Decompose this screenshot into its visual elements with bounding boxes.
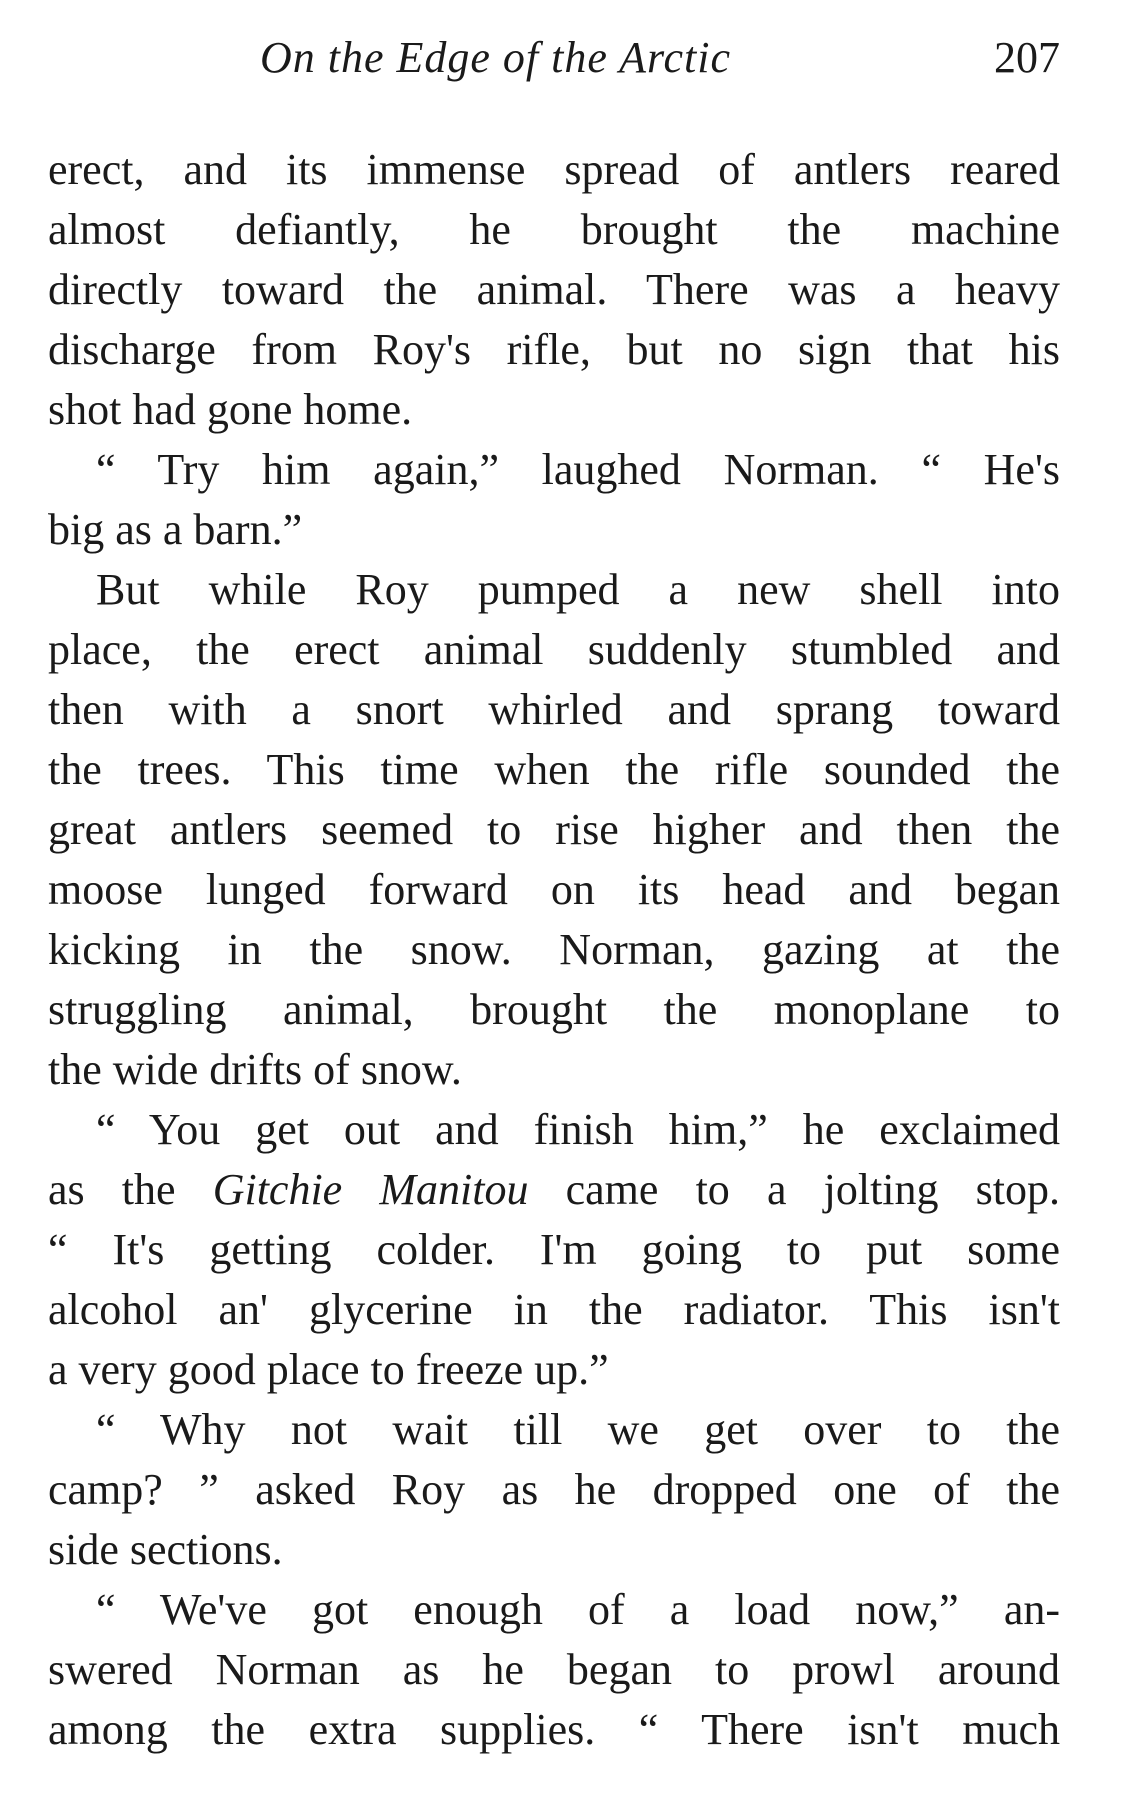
text-line: almost defiantly, he brought the machine — [48, 205, 1060, 254]
text-line: directly toward the animal. There was a heavy — [48, 265, 1060, 314]
text-line-with-italic — [48, 1160, 1060, 1220]
text-line: among the extra supplies. “ There isn't much — [48, 1705, 1060, 1754]
text-line: the wide drifts of snow. — [48, 1045, 462, 1094]
text-line: great antlers seemed to rise higher and then the — [48, 805, 1060, 854]
text-segment: as the — [48, 1165, 213, 1214]
text-line: kicking in the snow. Norman, gazing at the — [48, 925, 1060, 974]
text-line: erect, and its immense spread of antlers reared — [48, 145, 1060, 194]
paragraph-start-line: But while Roy pumped a new shell into — [96, 565, 1060, 614]
text-line: big as a barn.” — [48, 505, 303, 554]
body-text — [48, 140, 1060, 1760]
paragraph-start-line: “ You get out and finish him,” he exclaimed — [96, 1105, 1060, 1154]
text-line: shot had gone home. — [48, 385, 413, 434]
text-line: “ It's getting colder. I'm going to put some — [48, 1225, 1060, 1274]
running-title: On the Edge of the Arctic — [260, 33, 731, 82]
text-line: side sections. — [48, 1525, 283, 1574]
paragraph-start-line: “ We've got enough of a load now,” an- — [96, 1585, 1060, 1634]
text-line: moose lunged forward on its head and began — [48, 865, 1060, 914]
text-line: camp? ” asked Roy as he dropped one of the — [48, 1465, 1060, 1514]
ship-name: Gitchie Manitou — [212, 1165, 529, 1214]
text-line: a very good place to freeze up.” — [48, 1345, 609, 1394]
text-line: discharge from Roy's rifle, but no sign that his — [48, 325, 1060, 374]
paragraph-start-line: “ Why not wait till we get over to the — [96, 1405, 1060, 1454]
text-line: place, the erect animal suddenly stumbled and — [48, 625, 1060, 674]
running-head — [50, 28, 1060, 88]
text-line: alcohol an' glycerine in the radiator. This isn't — [48, 1285, 1060, 1334]
paragraph-start-line: “ Try him again,” laughed Norman. “ He's — [96, 445, 1060, 494]
text-segment: came to a jolting stop. — [528, 1165, 1061, 1214]
text-line: then with a snort whirled and sprang toward — [48, 685, 1060, 734]
text-line: the trees. This time when the rifle sounded the — [48, 745, 1060, 794]
page-number: 207 — [994, 33, 1060, 82]
text-line: struggling animal, brought the monoplane to — [48, 985, 1060, 1034]
text-line: swered Norman as he began to prowl around — [48, 1645, 1060, 1694]
